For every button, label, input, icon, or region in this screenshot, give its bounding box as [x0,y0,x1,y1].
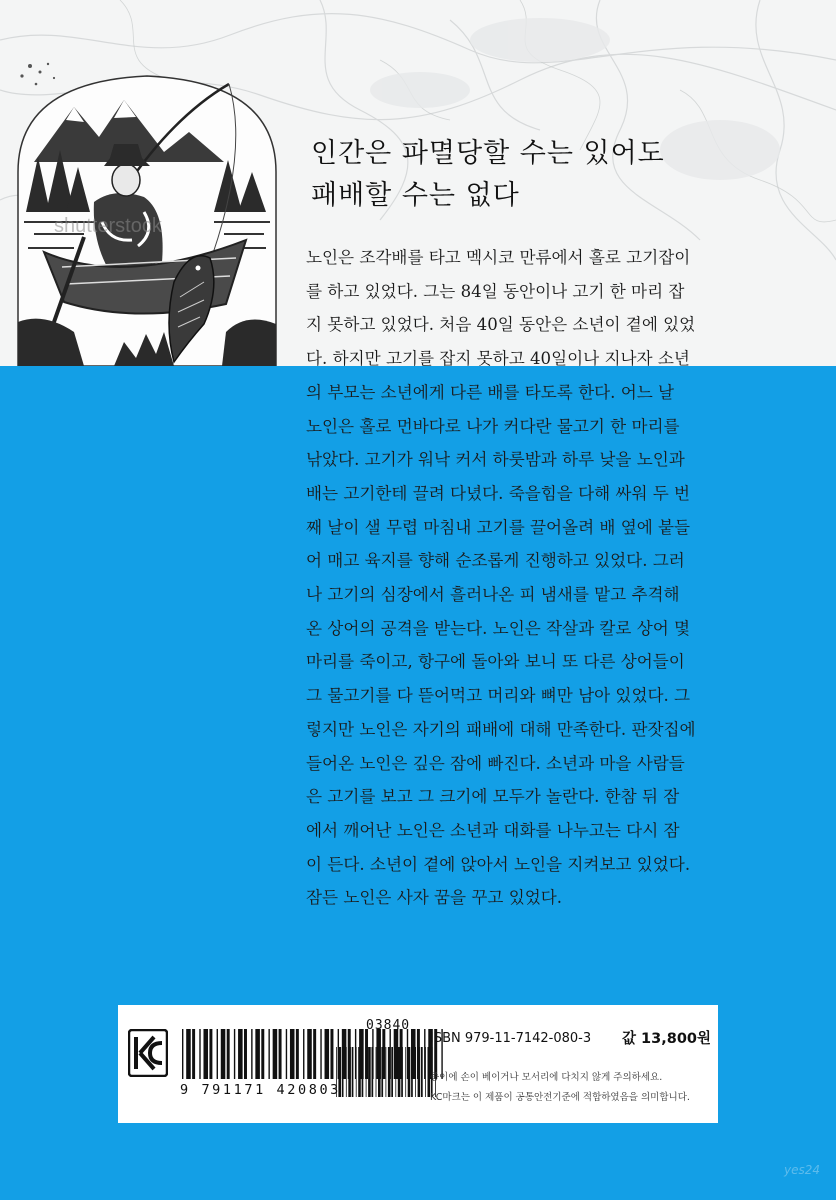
watermark-text: shutterstock [54,215,162,237]
barcode-bar [411,1047,413,1097]
synopsis-line: 노인은 홀로 먼바다로 나가 커다란 물고기 한 마리를 [306,416,680,436]
barcode-bar [325,1029,330,1079]
kc-notice: KC마크는 이 제품이 공통안전기준에 적합하였음을 의미합니다. [430,1092,690,1103]
barcode-bar [421,1047,423,1097]
barcode-bar [368,1047,371,1097]
barcode-bar [395,1047,396,1097]
barcode-bar [401,1047,403,1097]
synopsis-line: 마리를 죽이고, 항구에 돌아와 보니 또 다른 상어들이 [306,652,685,672]
kc-mark-icon [128,1029,168,1077]
barcode-bar [217,1029,218,1079]
synopsis-line: 나 고기의 심장에서 흘러나온 피 냄새를 맡고 추격해 [306,585,680,605]
barcode-bar [346,1047,347,1097]
synopsis-line: 의 부모는 소년에게 다른 배를 타도록 한다. 어느 날 [306,382,675,402]
barcode-bar [296,1029,299,1079]
synopsis-line: 이 든다. 소년이 곁에 앉아서 노인을 지켜보고 있었다. [306,854,691,874]
barcode-bar [244,1029,247,1079]
barcode-bar [391,1047,393,1097]
headline-line-1: 인간은 파멸당할 수는 있어도 [311,138,665,169]
barcode-panel [118,1005,718,1123]
barcode-bar [261,1029,264,1079]
synopsis-line: 은 고기를 보고 그 크기에 모두가 놀란다. 한참 뒤 잠 [306,787,680,807]
barcode-bar [255,1029,260,1079]
barcode-bar [372,1047,374,1097]
barcode-bar [251,1029,252,1079]
barcode-bar [362,1047,364,1097]
safety-notice: 종이에 손이 베이거나 모서리에 다치지 않게 주의하세요. [430,1072,663,1083]
barcode-bar [227,1029,230,1079]
barcode-bar [425,1047,426,1097]
synopsis-line: 배는 고기한테 끌려 다녔다. 죽을힘을 다해 싸워 두 번 [306,483,691,503]
barcode-bar [303,1029,304,1079]
barcode-digits: 9 791171 420803 [180,1082,341,1098]
fisherman-illustration [14,62,280,366]
barcode-bar [203,1029,208,1079]
barcode-bar [192,1029,195,1079]
barcode-bar [358,1047,361,1097]
synopsis-line: 째 날이 샐 무렵 마침내 고기를 끌어올려 배 옆에 붙들 [306,517,691,537]
synopsis-line: 다. 하지만 고기를 잡지 못하고 40일이나 지나자 소년 [306,349,690,369]
barcode-bar [273,1029,278,1079]
synopsis-line: 를 하고 있었다. 그는 84일 동안이나 고기 한 마리 잡 [306,281,685,301]
synopsis-line: 노인은 조각배를 타고 멕시코 만류에서 홀로 고기잡이 [306,248,691,267]
barcode-bar [182,1029,183,1079]
barcode-bar [290,1029,295,1079]
synopsis-line: 낚았다. 고기가 워낙 커서 하룻밤과 하루 낮을 노인과 [306,450,685,470]
synopsis-line: 에서 깨어난 노인은 소년과 대화를 나누고는 다시 잠 [306,820,680,840]
barcode-bar [307,1029,312,1079]
isbn-number: ISBN 979-11-7142-080-3 [430,1031,592,1046]
synopsis-line: 잠든 노인은 사자 꿈을 꾸고 있었다. [306,888,563,908]
barcode-bar [405,1047,406,1097]
barcode-bar [356,1047,357,1097]
barcode-bar [199,1029,200,1079]
barcode-bar [386,1047,387,1097]
addon-barcode [336,1027,436,1097]
headline [311,133,811,217]
barcode-bar [381,1047,383,1097]
addon-code: 03840 [366,1018,411,1033]
barcode-bar [279,1029,282,1079]
synopsis-line: 지 못하고 있었다. 처음 40일 동안은 소년이 곁에 있었 [306,315,696,335]
barcode-bar [320,1029,321,1079]
barcode-bar [378,1047,381,1097]
barcode-bar [352,1047,354,1097]
barcode-bar [398,1047,401,1097]
barcode-bar [342,1047,344,1097]
barcode-bar [186,1029,191,1079]
barcode-bar [388,1047,391,1097]
store-signature: yes24 [784,1163,821,1177]
barcode-bar [238,1029,243,1079]
synopsis-line: 그 물고기를 다 뜯어먹고 머리와 뼈만 남아 있었다. 그 [306,686,691,706]
barcode-bar [268,1029,269,1079]
barcode-bar [221,1029,226,1079]
barcode-bar [209,1029,212,1079]
price: 값 13,800원 [622,1031,712,1047]
synopsis-line: 렇지만 노인은 자기의 패배에 대해 만족한다. 판잣집에 [306,719,696,739]
synopsis-line: 들어온 노인은 깊은 잠에 빠진다. 소년과 마을 사람들 [306,753,685,773]
barcode-bar [366,1047,367,1097]
synopsis-line: 온 상어의 공격을 받는다. 노인은 작살과 칼로 상어 몇 [306,618,691,638]
barcode-bar [234,1029,235,1079]
barcode-bar [348,1047,351,1097]
synopsis-line: 어 매고 육지를 향해 순조롭게 진행하고 있었다. 그러 [306,551,685,571]
barcode-bar [408,1047,411,1097]
barcode-bar [418,1047,421,1097]
barcode-bar [286,1029,287,1079]
barcode-bar [313,1029,316,1079]
barcode-bar [415,1047,416,1097]
barcode-bar [330,1029,333,1079]
synopsis-text [306,241,786,915]
headline-line-2: 패배할 수는 없다 [311,180,520,211]
barcode-bar [376,1047,377,1097]
